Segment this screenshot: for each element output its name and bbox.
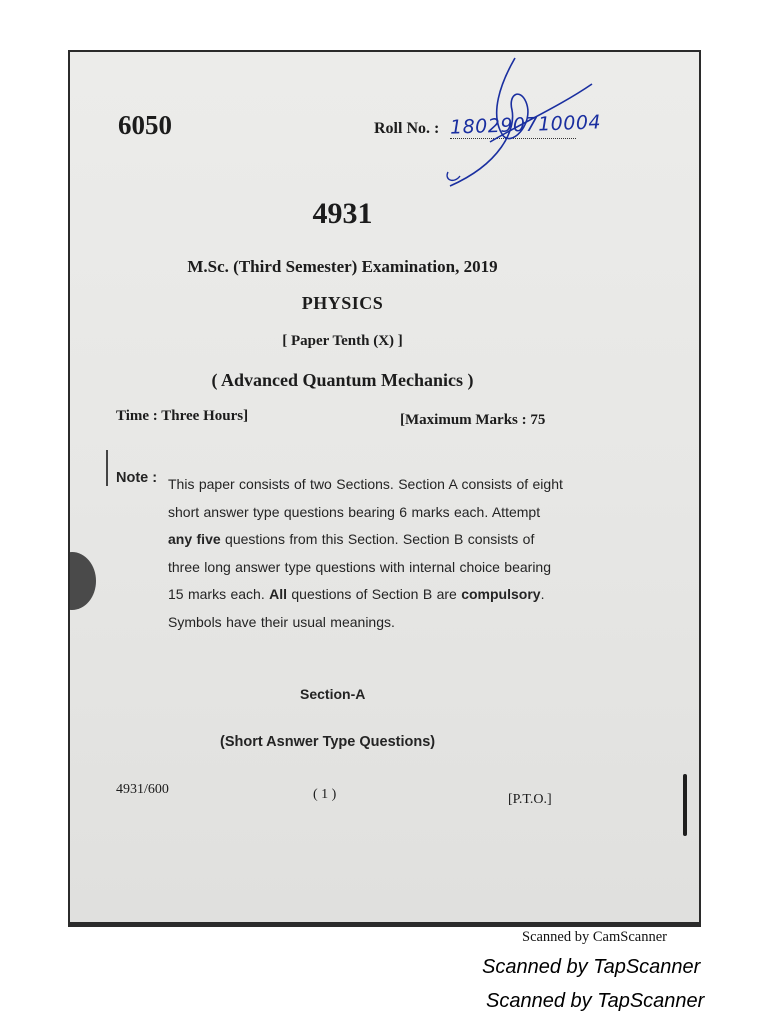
tapscanner-watermark-2: Scanned by TapScanner <box>486 990 705 1012</box>
roll-number-value: 180290710004 <box>449 111 602 139</box>
exam-title: M.Sc. (Third Semester) Examination, 2019 <box>187 257 498 276</box>
paper-code: 6050 <box>118 110 172 140</box>
note-bold-all: All <box>269 586 287 602</box>
handwritten-signature <box>430 54 600 194</box>
maximum-marks: [Maximum Marks : 75 <box>400 412 546 428</box>
note-part-1: This paper consists of two Sections. Section A consists of eight short answer type questions bearing 6 marks each. Attempt <box>168 476 563 520</box>
paper-topic: ( Advanced Quantum Mechanics ) <box>211 370 474 390</box>
roll-number-label: Roll No. : <box>374 120 440 137</box>
note-bold-compulsory: compulsory <box>461 586 541 602</box>
please-turn-over: [P.T.O.] <box>508 792 552 807</box>
note-bold-any-five: any five <box>168 531 221 547</box>
page-number: ( 1 ) <box>313 787 337 802</box>
note-text <box>168 471 568 636</box>
exam-code: 4931 <box>312 197 373 230</box>
footer-paper-code: 4931/600 <box>116 782 169 797</box>
paper-number: [ Paper Tenth (X) ] <box>282 333 403 349</box>
section-subtitle: (Short Asnwer Type Questions) <box>220 734 436 750</box>
tapscanner-watermark: Scanned by TapScanner <box>482 956 701 978</box>
note-part-3: questions of Section B are <box>287 586 462 602</box>
camscanner-watermark: Scanned by CamScanner <box>522 929 667 945</box>
note-label: Note : <box>116 470 158 486</box>
section-title: Section-A <box>300 686 366 702</box>
exam-paper <box>70 52 699 922</box>
time-allowed: Time : Three Hours] <box>116 408 249 424</box>
note-part-4: . Symbols have their usual meanings. <box>168 586 545 630</box>
edge-mark <box>683 774 687 836</box>
scanned-page-frame <box>68 50 701 927</box>
punch-hole <box>70 552 96 610</box>
note-part-2: questions from this Section. Section B consists of three long answer type questions with internal choice bearing 15 marks each. <box>168 531 552 602</box>
subject-title: PHYSICS <box>301 293 384 313</box>
left-margin-mark <box>106 450 108 486</box>
